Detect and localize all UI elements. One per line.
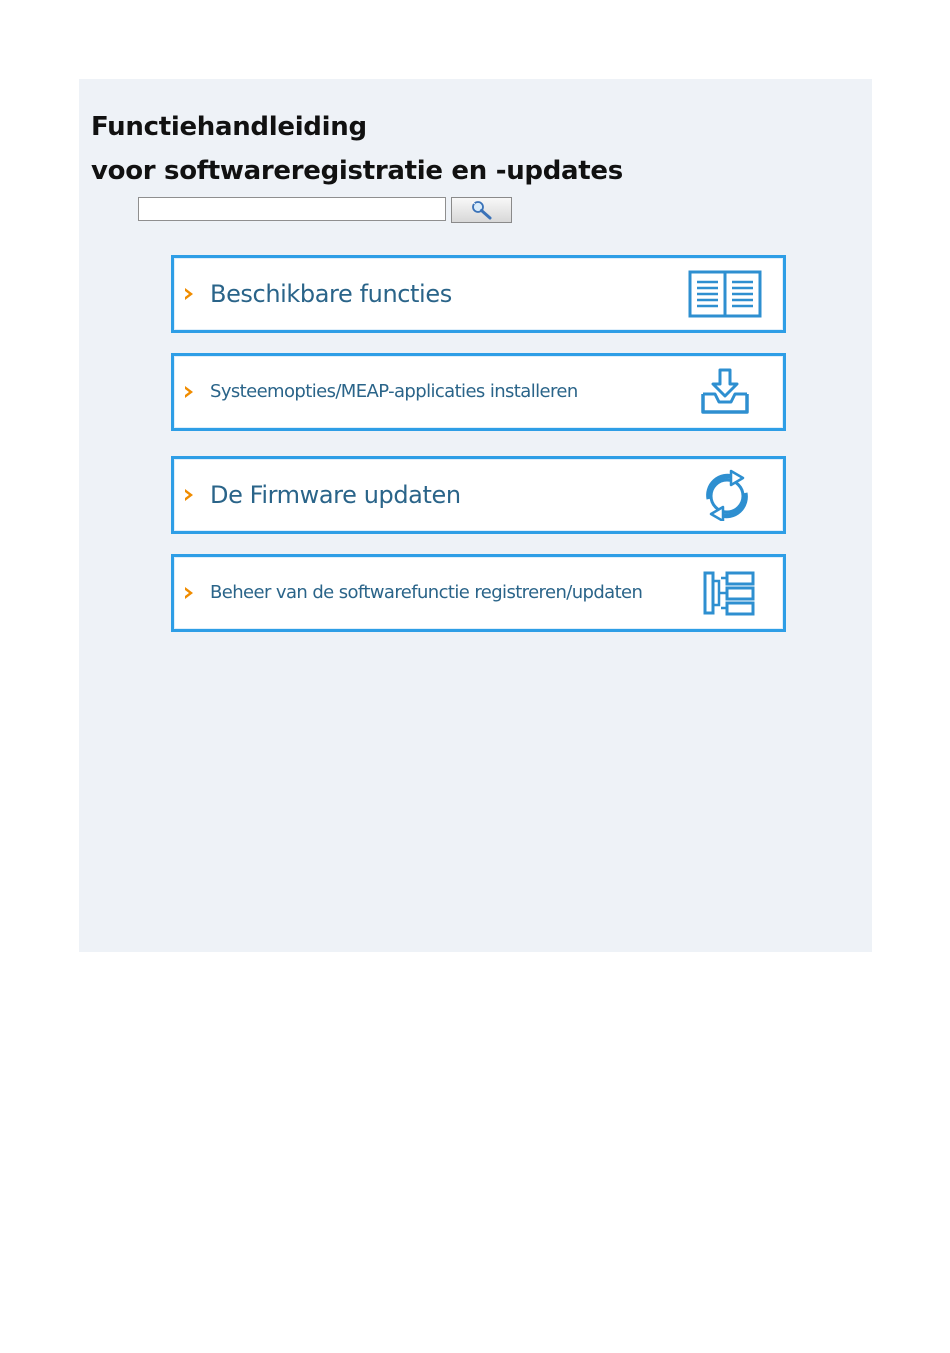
arrow-right-icon	[184, 287, 194, 301]
page-title	[91, 105, 623, 193]
menu-item-beschikbare-functies[interactable]	[171, 255, 786, 333]
menu-item-label: De Firmware updaten	[210, 481, 461, 509]
menu-item-label: Beheer van de softwarefunctie registreren/updaten	[210, 582, 643, 603]
menu-item-label: Systeemopties/MEAP-applicaties installeren	[210, 381, 578, 402]
arrow-right-icon	[184, 488, 194, 502]
page-title-line1: Functiehandleiding	[91, 112, 367, 142]
refresh-icon	[687, 469, 763, 521]
main-panel	[79, 79, 872, 952]
search-input[interactable]	[138, 197, 446, 221]
search-button[interactable]	[451, 197, 512, 223]
arrow-right-icon	[184, 385, 194, 399]
menu-item-label: Beschikbare functies	[210, 280, 452, 308]
menu-item-softwarefunctie-beheer[interactable]	[171, 554, 786, 632]
menu-item-firmware-updaten[interactable]	[171, 456, 786, 534]
search-icon	[465, 199, 499, 221]
tree-list-icon	[687, 567, 763, 619]
menu-item-systeemopties-installeren[interactable]	[171, 353, 786, 431]
book-icon	[687, 268, 763, 320]
page-title-line2: voor softwareregistratie en -updates	[91, 156, 623, 186]
arrow-right-icon	[184, 586, 194, 600]
download-tray-icon	[687, 366, 763, 418]
